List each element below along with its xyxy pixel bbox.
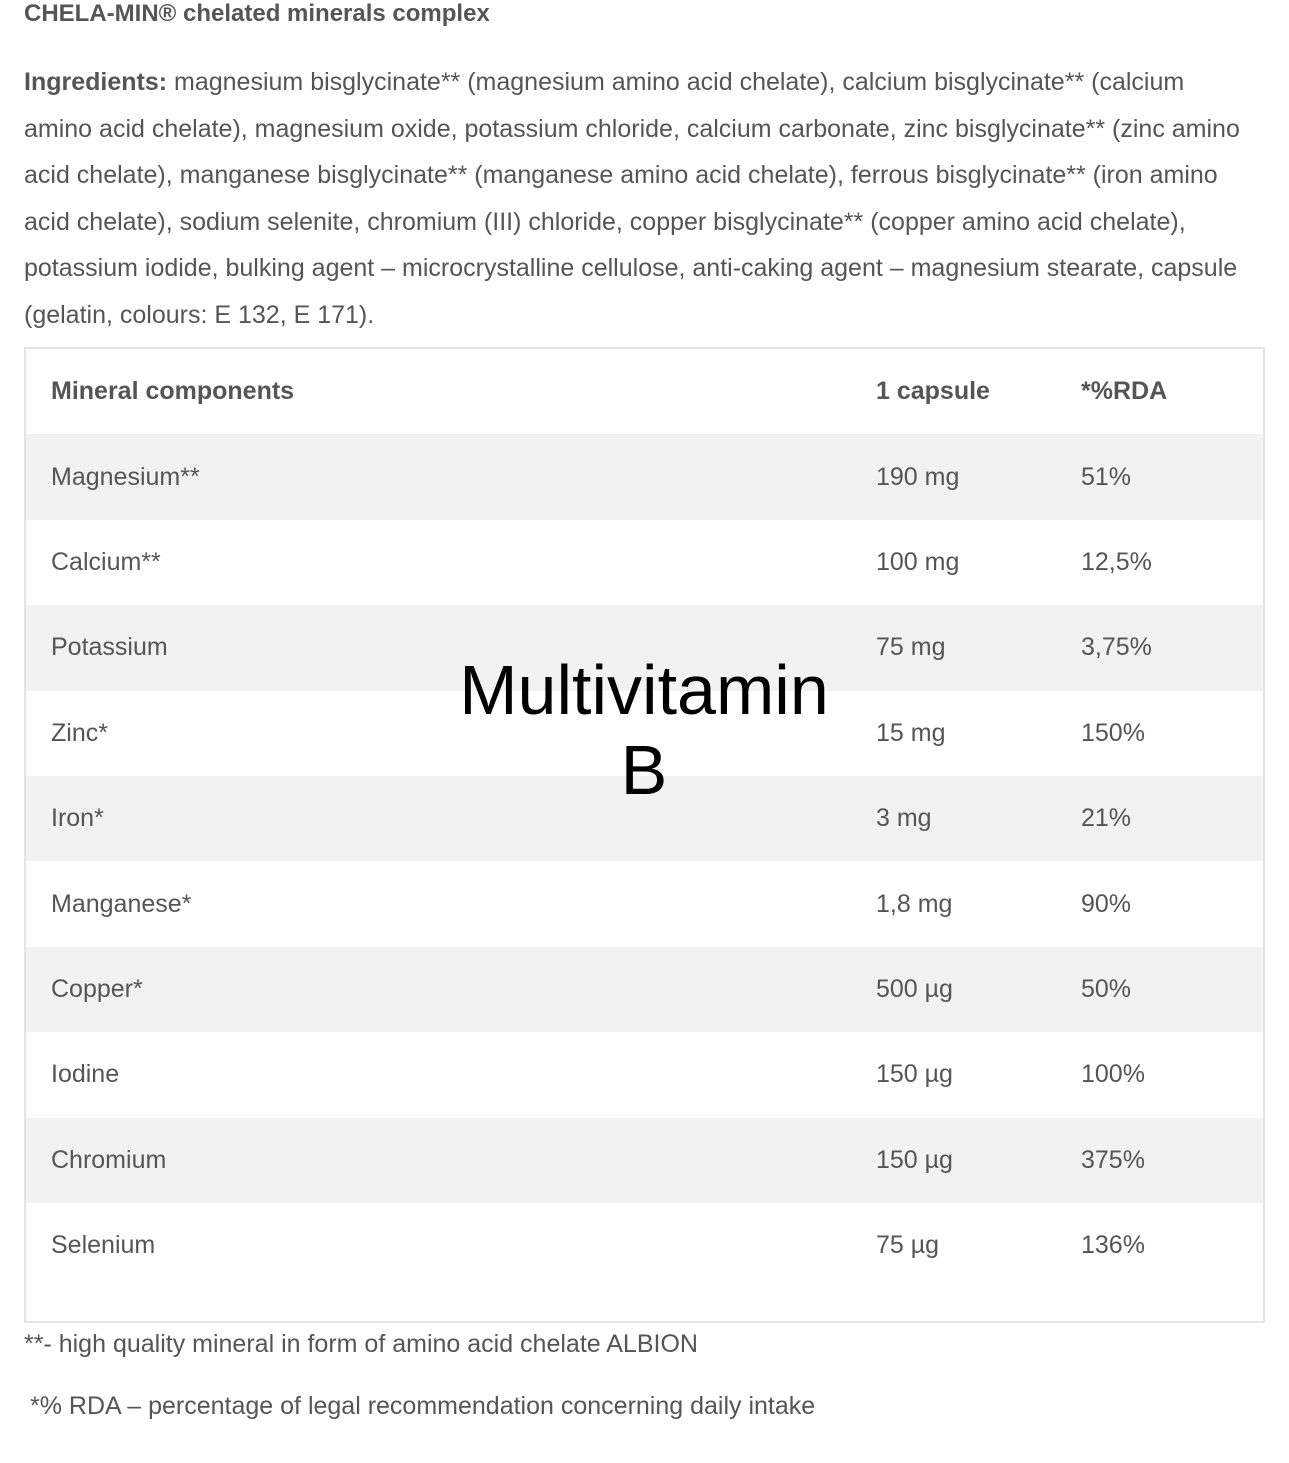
- mineral-name: Copper*: [51, 974, 143, 1003]
- ingredients-paragraph: [24, 59, 1249, 338]
- mineral-rda: 51%: [1081, 462, 1132, 491]
- header-mineral-components: Mineral components: [51, 377, 295, 406]
- table-row: [26, 1032, 1263, 1117]
- mineral-name: Iodine: [51, 1060, 120, 1089]
- mineral-name: Manganese*: [51, 889, 192, 918]
- mineral-amount: 150 µg: [876, 1060, 953, 1089]
- table-row: [26, 434, 1263, 519]
- watermark-line-2: B: [620, 731, 668, 809]
- mineral-rda: 90%: [1081, 889, 1132, 918]
- mineral-name: Potassium: [51, 633, 168, 662]
- mineral-rda: 150%: [1081, 718, 1145, 747]
- mineral-rda: 12,5%: [1081, 547, 1152, 576]
- mineral-table: [26, 349, 1263, 1288]
- mineral-name: Chromium: [51, 1145, 167, 1174]
- mineral-table-container: [24, 347, 1265, 1323]
- table-row: [26, 605, 1263, 690]
- mineral-rda: 375%: [1081, 1145, 1145, 1174]
- footnote-albion: **- high quality mineral in form of amino acid chelate ALBION: [24, 1330, 698, 1358]
- mineral-amount: 1,8 mg: [876, 889, 953, 918]
- mineral-name: Zinc*: [51, 718, 108, 747]
- mineral-amount: 100 mg: [876, 547, 960, 576]
- table-row: [26, 1203, 1263, 1288]
- ingredients-text: magnesium bisglycinate** (magnesium amino acid chelate), calcium bisglycinate** (calcium amino acid chelate), magnesium oxide, potassium chloride, calcium carbonate, zinc bisglycinate** (zinc amino acid chelate), manganese bisglycinate** (manganese amino acid chelate), ferrous bisglycinate** (iron amino acid chelate), sodium selenite, chromium (III) chloride, copper bisglycinate** (copper amino acid chelate), potassium iodide, bulking agent – microcrystalline cellulose, anti-caking agent – magnesium stearate, capsule (gelatin, colours: E 132, E 171).: [24, 68, 1240, 329]
- table-row: [26, 947, 1263, 1032]
- mineral-name: Magnesium**: [51, 462, 200, 491]
- mineral-amount: 500 µg: [876, 974, 953, 1003]
- mineral-rda: 100%: [1081, 1060, 1145, 1089]
- mineral-amount: 15 mg: [876, 718, 946, 747]
- table-row: [26, 1118, 1263, 1203]
- ingredients-label: Ingredients:: [24, 68, 168, 96]
- mineral-name: Selenium: [51, 1231, 156, 1260]
- watermark-line-1: Multivitamin: [459, 651, 829, 729]
- mineral-rda: 21%: [1081, 804, 1132, 833]
- mineral-amount: 75 mg: [876, 633, 946, 662]
- mineral-name: Iron*: [51, 804, 104, 833]
- mineral-rda: 50%: [1081, 974, 1132, 1003]
- mineral-rda: 3,75%: [1081, 633, 1152, 662]
- footnote-rda: *% RDA – percentage of legal recommendation concerning daily intake: [30, 1392, 816, 1420]
- header-per-capsule: 1 capsule: [876, 377, 990, 406]
- table-row: [26, 691, 1263, 776]
- header-rda: *%RDA: [1081, 377, 1168, 406]
- table-row: [26, 520, 1263, 605]
- table-row: [26, 861, 1263, 946]
- mineral-amount: 150 µg: [876, 1145, 953, 1174]
- mineral-amount: 75 µg: [876, 1231, 940, 1260]
- table-header-row: [26, 349, 1263, 434]
- page-title: CHELA-MIN® chelated minerals complex: [24, 0, 490, 27]
- mineral-amount: 190 mg: [876, 462, 960, 491]
- mineral-rda: 136%: [1081, 1231, 1145, 1260]
- mineral-name: Calcium**: [51, 547, 161, 576]
- mineral-amount: 3 mg: [876, 804, 932, 833]
- table-row: [26, 776, 1263, 861]
